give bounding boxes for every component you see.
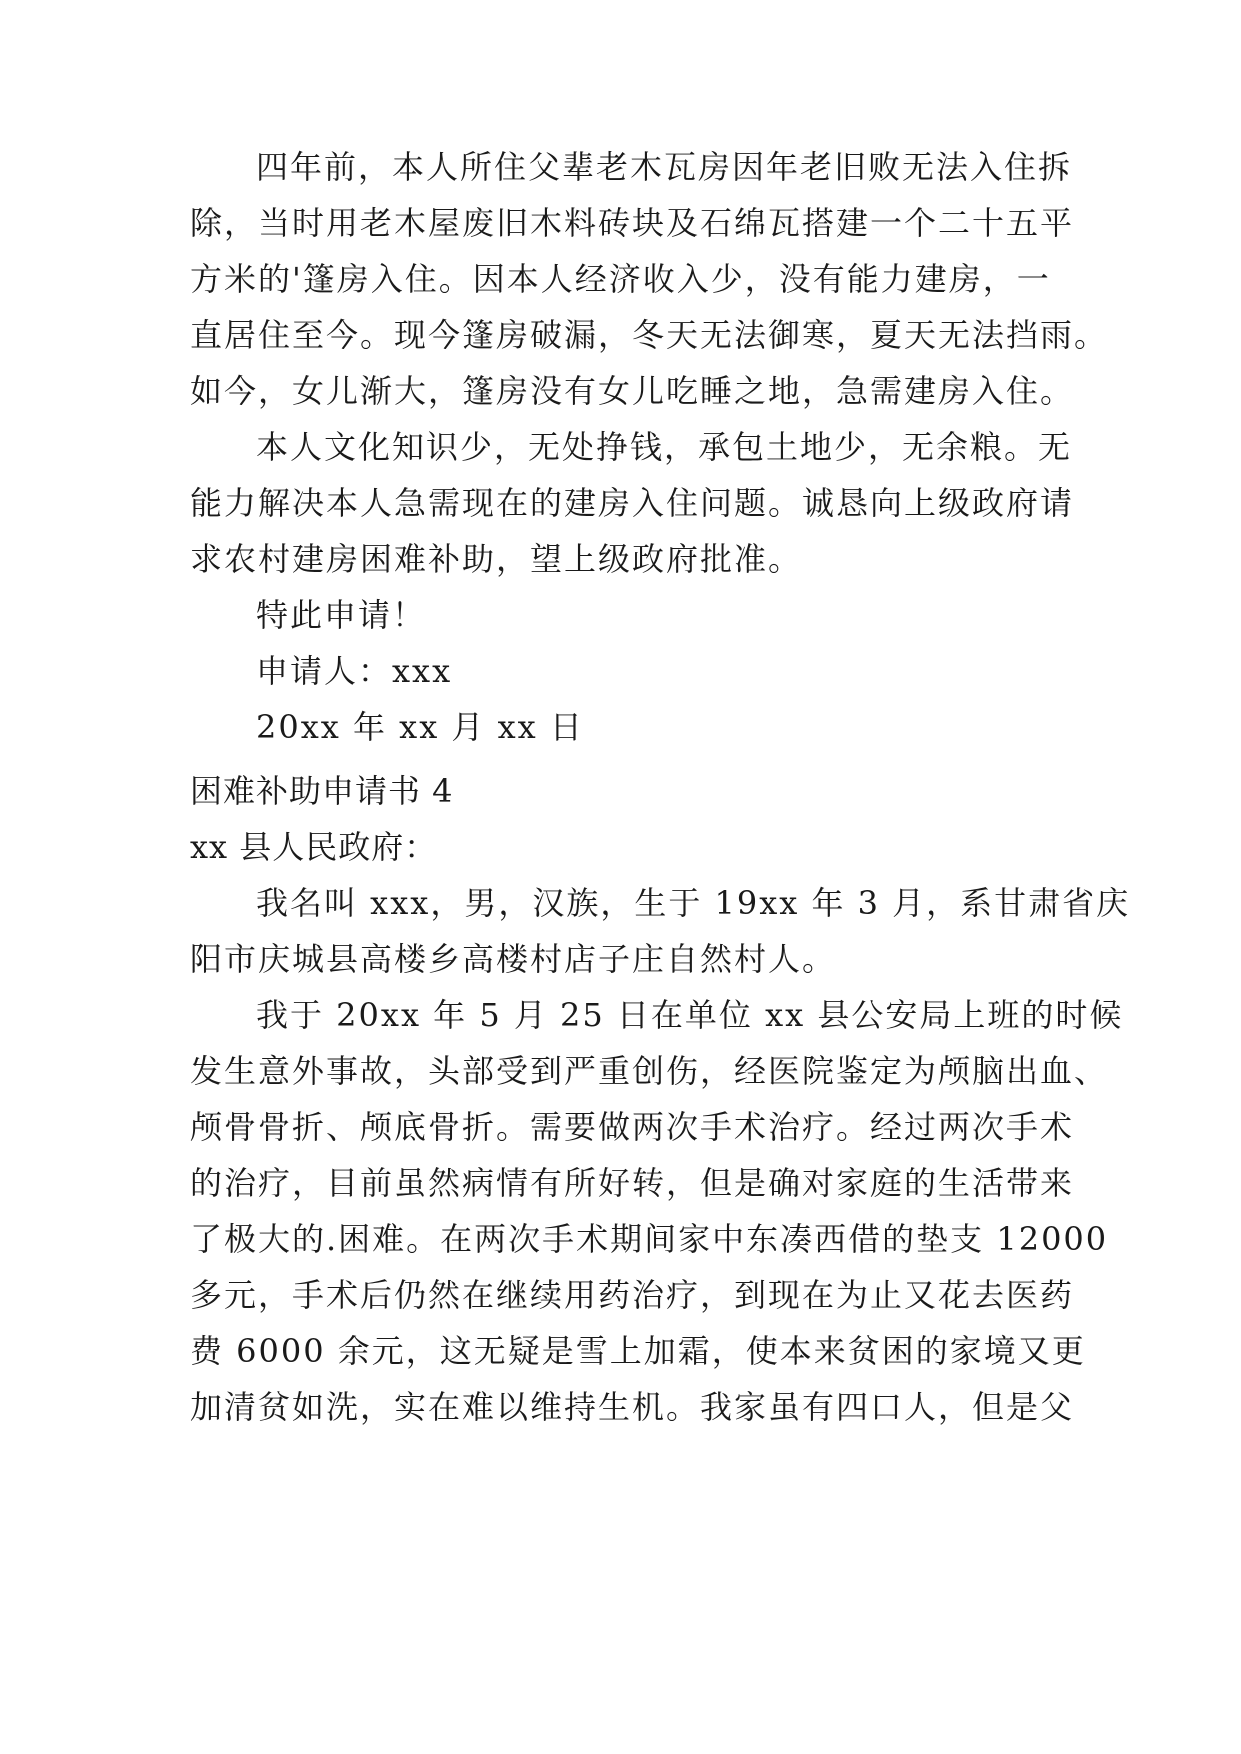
- paragraph-line: 我名叫 xxx，男，汉族，生于 19xx 年 3 月，系甘肃省庆: [256, 884, 1131, 922]
- section-top: [190, 139, 1109, 755]
- closing-text: 特此申请！: [256, 596, 427, 634]
- paragraph-line: 方米的'篷房入住。因本人经济收入少，没有能力建房，一: [190, 260, 1051, 298]
- paragraph-line: 多元，手术后仍然在继续用药治疗，到现在为止又花去医药: [190, 1276, 1075, 1314]
- paragraph-line: 发生意外事故，头部受到严重创伤，经医院鉴定为颅脑出血、: [190, 1052, 1109, 1090]
- paragraph-line: 四年前，本人所住父辈老木瓦房因年老旧败无法入住拆: [256, 148, 1073, 186]
- paragraph-line: 颅骨骨折、颅底骨折。需要做两次手术治疗。经过两次手术: [190, 1108, 1075, 1146]
- paragraph-line: 直居住至今。现今篷房破漏，冬天无法御寒，夏天无法挡雨。: [190, 316, 1109, 354]
- paragraph-line: 的治疗，目前虽然病情有所好转，但是确对家庭的生活带来: [190, 1164, 1075, 1202]
- paragraph-line: 本人文化知识少，无处挣钱，承包土地少，无余粮。无: [256, 428, 1073, 466]
- applicant-signature: 申请人：xxx: [256, 652, 453, 690]
- paragraph-line: 如今，女儿渐大，篷房没有女儿吃睡之地，急需建房入住。: [190, 372, 1075, 410]
- paragraph-line: 阳市庆城县高楼乡高楼村店子庄自然村人。: [190, 940, 837, 978]
- paragraph-line: 求农村建房困难补助，望上级政府批准。: [190, 540, 803, 578]
- section-title: 困难补助申请书 4: [190, 772, 454, 810]
- date-line: 20xx 年 xx 月 xx 日: [256, 708, 584, 746]
- paragraph-line: 了极大的.困难。在两次手术期间家中东凑西借的垫支 12000: [190, 1220, 1109, 1258]
- addressee: xx 县人民政府：: [190, 828, 438, 866]
- paragraph-line: 除，当时用老木屋废旧木料砖块及石绵瓦搭建一个二十五平: [190, 204, 1075, 242]
- paragraph-line: 能力解决本人急需现在的建房入住问题。诚恳向上级政府请: [190, 484, 1075, 522]
- paragraph-line: 我于 20xx 年 5 月 25 日在单位 xx 县公安局上班的时候: [256, 996, 1124, 1034]
- paragraph-line: 费 6000 余元，这无疑是雪上加霜，使本来贫困的家境又更: [190, 1332, 1086, 1370]
- paragraph-line: 加清贫如洗，实在难以维持生机。我家虽有四口人，但是父: [190, 1388, 1075, 1426]
- section-bottom: [190, 763, 1131, 1435]
